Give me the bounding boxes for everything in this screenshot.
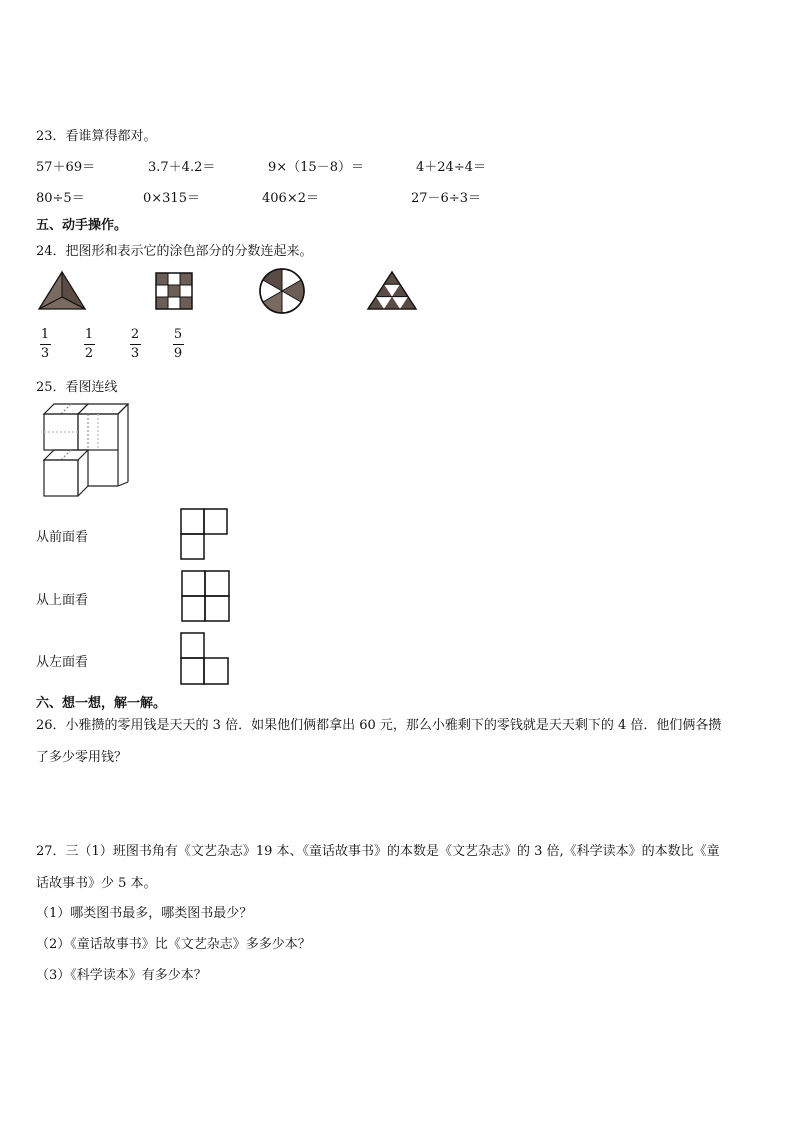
q23-eq-8: 27－6÷3＝ xyxy=(411,191,481,206)
fraction-2-3 xyxy=(128,327,142,361)
fraction-5-9 xyxy=(171,327,185,361)
fraction-denominator: 2 xyxy=(84,346,94,361)
q27-sub-2: （2）《童话故事书》比《文艺杂志》多多少本？ xyxy=(36,937,311,952)
q23-eq-7: 406×2＝ xyxy=(262,191,319,206)
triangle-ninths-figure xyxy=(367,271,417,311)
q26-line-2: 了多少零用钱？ xyxy=(36,750,128,765)
triangle-thirds-figure xyxy=(38,271,86,311)
view-label-left: 从左面看 xyxy=(36,655,89,670)
fraction-denominator: 9 xyxy=(173,346,183,361)
cube-stack-figure xyxy=(40,402,130,498)
fraction-denominator: 3 xyxy=(130,346,140,361)
grid-nine-figure xyxy=(155,272,193,310)
fraction-numerator: 1 xyxy=(40,327,50,342)
view-top-figure xyxy=(181,570,230,622)
fraction-1-2 xyxy=(82,327,96,361)
fraction-numerator: 2 xyxy=(130,327,140,342)
q27-sub-1: （1）哪类图书最多，哪类图书最少？ xyxy=(36,906,253,921)
q24-title: 24．把图形和表示它的涂色部分的分数连起来。 xyxy=(36,244,313,259)
q25-title: 25．看图连线 xyxy=(36,380,118,395)
q23-eq-4: 4＋24÷4＝ xyxy=(416,160,486,175)
q23-eq-2: 3.7＋4.2＝ xyxy=(148,160,216,175)
q23-eq-1: 57＋69＝ xyxy=(36,160,96,175)
q23-title: 23．看谁算得都对。 xyxy=(36,129,157,144)
section-5-heading: 五、动手操作。 xyxy=(36,218,128,233)
q26-line-1: 26．小雅攒的零用钱是天天的 3 倍．如果他们俩都拿出 60 元，那么小雅剩下的零钱就是天天剩下的 4 倍．他们俩各攒 xyxy=(36,718,722,733)
fraction-numerator: 1 xyxy=(84,327,94,342)
q27-line-1: 27．三（1）班图书角有《文艺杂志》19 本、《童话故事书》的本数是《文艺杂志》的 3 倍,《科学读本》的本数比《童 xyxy=(36,844,720,859)
fraction-denominator: 3 xyxy=(40,346,50,361)
view-front-figure xyxy=(180,508,228,560)
fraction-1-3 xyxy=(38,327,52,361)
q27-sub-3: （3）《科学读本》有多少本？ xyxy=(36,968,207,983)
q27-line-2: 话故事书》少 5 本。 xyxy=(36,876,157,891)
view-left-figure xyxy=(180,632,229,685)
view-label-top: 从上面看 xyxy=(36,593,89,608)
q23-eq-3: 9×（15－8）＝ xyxy=(268,160,364,175)
q23-eq-6: 0×315＝ xyxy=(143,191,200,206)
view-label-front: 从前面看 xyxy=(36,530,89,545)
circle-sixths-figure xyxy=(258,267,306,315)
q23-eq-5: 80÷5＝ xyxy=(36,191,85,206)
section-6-heading: 六、想一想，解一解。 xyxy=(36,696,167,711)
fraction-numerator: 5 xyxy=(173,327,183,342)
